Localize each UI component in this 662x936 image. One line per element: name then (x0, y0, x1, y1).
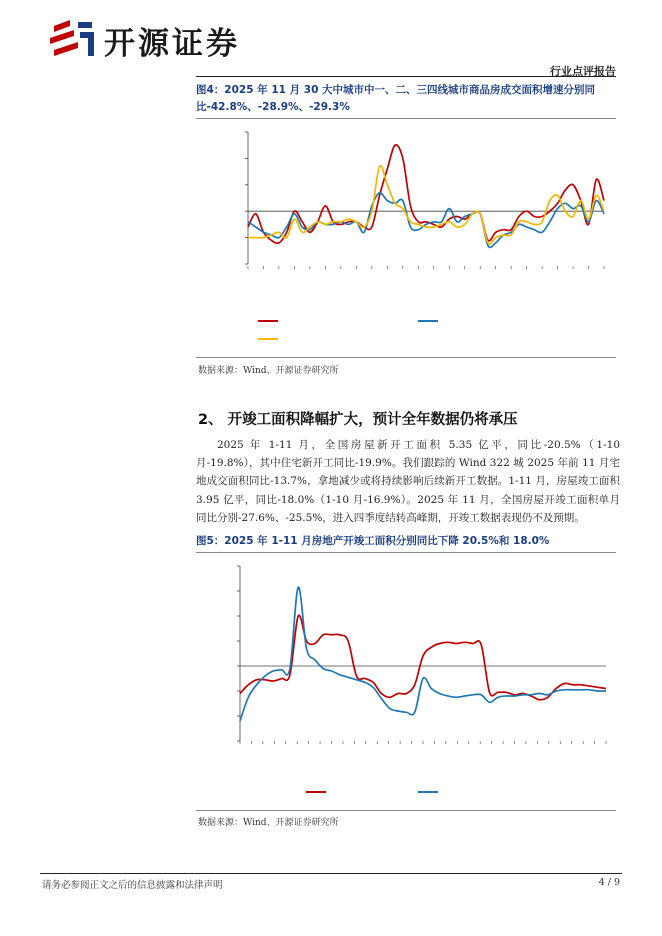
figure5-title: 图5：2025 年 1-11 月房地产开竣工面积分别同比下降 20.5%和 18.0% (196, 535, 550, 547)
series-line-1 (240, 615, 606, 700)
figure4-title-line1: 图4：2025 年 11 月 30 大中城市中一、二、三四线城市商品房成交面积增速分别同 (196, 84, 596, 96)
series-line-1 (248, 145, 604, 243)
report-type: 行业点评报告 (550, 65, 616, 78)
figure4-source: 数据来源：Wind、开源证券研究所 (198, 366, 339, 376)
series-line-3 (248, 166, 604, 244)
header-rule (196, 76, 616, 77)
brand-logo-icon (48, 18, 96, 60)
brand-name: 开源证券 (104, 26, 240, 62)
figure5-top-rule (196, 552, 616, 553)
series-line-2 (240, 587, 606, 721)
figure5-source: 数据来源：Wind、开源证券研究所 (198, 818, 339, 828)
section-heading: 2、 开竣工面积降幅扩大，预计全年数据仍将承压 (198, 412, 518, 428)
footer-page-number: 4 / 9 (598, 877, 620, 888)
figure4-chart (196, 122, 616, 356)
figure4-bottom-rule (196, 357, 616, 358)
figure4-title-line2: 比-42.8%、-28.9%、-29.3% (196, 101, 350, 113)
section-paragraph: 2025 年 1-11 月，全国房屋新开工面积 5.35 亿平，同比-20.5%（1-10 月-19.8%），其中住宅新开工同比-19.9%。我们跟踪的 Wind 322 城 2025 年前 11 月宅地成交面积同比-13.7%，拿地减少或将持续影响后续新开工数据。1-11 月，房屋竣工面积 3.95 亿平，同比-18.0%（1-10 月-16.9%）。2025 年 11 月，全国房屋开竣工面积单月同比分别-27.6%、-25.5%，进入四季度结转高峰期，开竣工数据表现仍不及预期。 (196, 439, 620, 524)
figure4-title (196, 82, 620, 116)
brand-logo (48, 18, 96, 60)
footer-rule (40, 873, 622, 874)
figure5-bottom-rule (196, 810, 616, 811)
figure4-top-rule (196, 118, 616, 119)
figure5-chart (196, 556, 616, 808)
footer-disclaimer: 请务必参阅正文之后的信息披露和法律声明 (42, 880, 223, 891)
